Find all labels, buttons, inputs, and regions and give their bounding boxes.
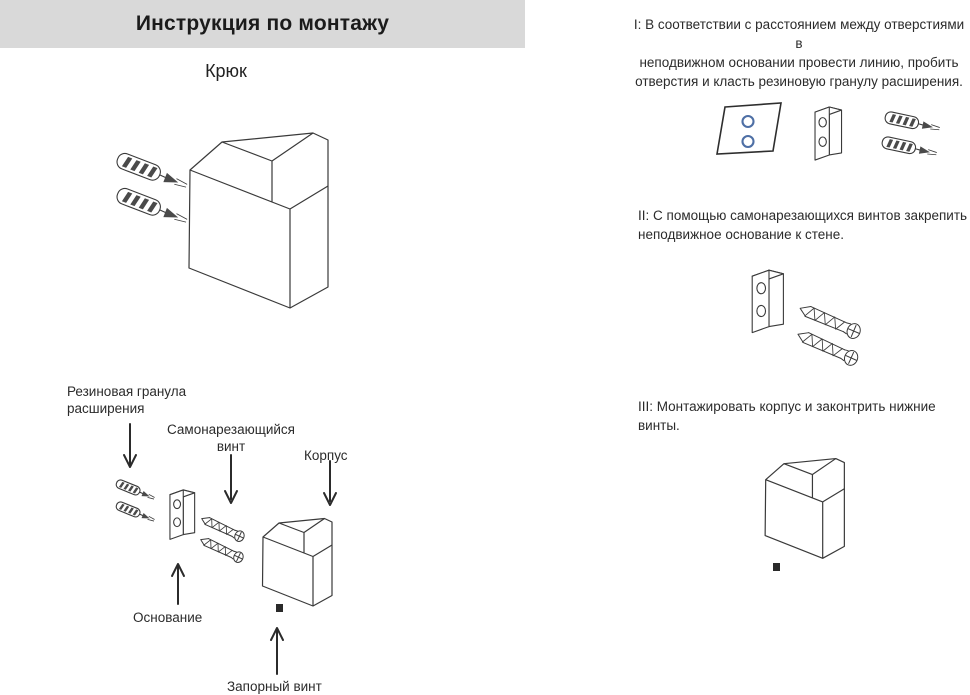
wall-anchor-drawing xyxy=(115,186,190,227)
exploded-parts-illustration xyxy=(115,479,332,612)
text-line: Самонарезающийся xyxy=(167,422,295,437)
step2-illustration xyxy=(752,270,862,367)
screw-drawing xyxy=(797,301,862,340)
arrow-lock-screw-label xyxy=(271,628,283,674)
label-base: Основание xyxy=(133,610,203,625)
base-plate-drawing xyxy=(170,490,195,539)
text-line: неподвижное основание к стене. xyxy=(638,227,844,242)
wall-anchor-drawing xyxy=(884,111,941,134)
hook-body-drawing xyxy=(263,519,333,607)
hook-body-drawing xyxy=(765,459,844,559)
page-title: Инструкция по монтажу xyxy=(135,12,390,35)
step3-illustration xyxy=(765,459,844,571)
wall-anchor-drawing xyxy=(115,151,190,192)
label-body: Корпус xyxy=(304,448,348,463)
lock-screw-square xyxy=(276,604,283,612)
drill-hole-mark xyxy=(743,116,754,127)
label-rubber-anchor xyxy=(67,383,186,417)
text-line: III: Монтажировать корпус и законтрить нижние винты. xyxy=(638,399,936,433)
wall-anchor-drawing xyxy=(881,136,938,159)
arrow-body-label xyxy=(324,461,336,505)
text-line: Резиновая гранула xyxy=(67,384,187,399)
text-line: неподвижном основании провести линию, пробить xyxy=(639,55,959,70)
arrow-screw-label xyxy=(225,455,237,503)
arrow-base-label xyxy=(172,564,184,604)
arrow-anchor-label xyxy=(124,424,136,467)
base-plate-drawing xyxy=(752,270,783,332)
text-line: винт xyxy=(216,439,246,454)
step-3-text xyxy=(638,397,970,435)
step1-illustration xyxy=(717,103,941,160)
product-name: Крюк xyxy=(205,61,247,81)
text-line: отверстия и класть резиновую гранулу расширения. xyxy=(635,74,963,89)
base-plate-drawing xyxy=(815,107,842,160)
main-hook-illustration xyxy=(115,133,328,308)
drill-hole-mark xyxy=(743,136,754,147)
label-lock-screw: Запорный винт xyxy=(227,679,322,694)
text-line: расширения xyxy=(67,401,145,416)
step-2-text xyxy=(638,206,970,244)
wall-anchor-drawing xyxy=(115,479,156,502)
text-line: II: С помощью самонарезающихся винтов закрепить xyxy=(638,208,968,223)
hook-body-drawing xyxy=(189,133,328,308)
step-1-text xyxy=(630,15,968,91)
lock-screw-square xyxy=(773,563,780,571)
label-self-tapping-screw xyxy=(167,421,295,455)
wall-anchor-drawing xyxy=(115,501,156,524)
text-line: I: В соответствии с расстоянием между отверстиями в xyxy=(633,17,965,51)
